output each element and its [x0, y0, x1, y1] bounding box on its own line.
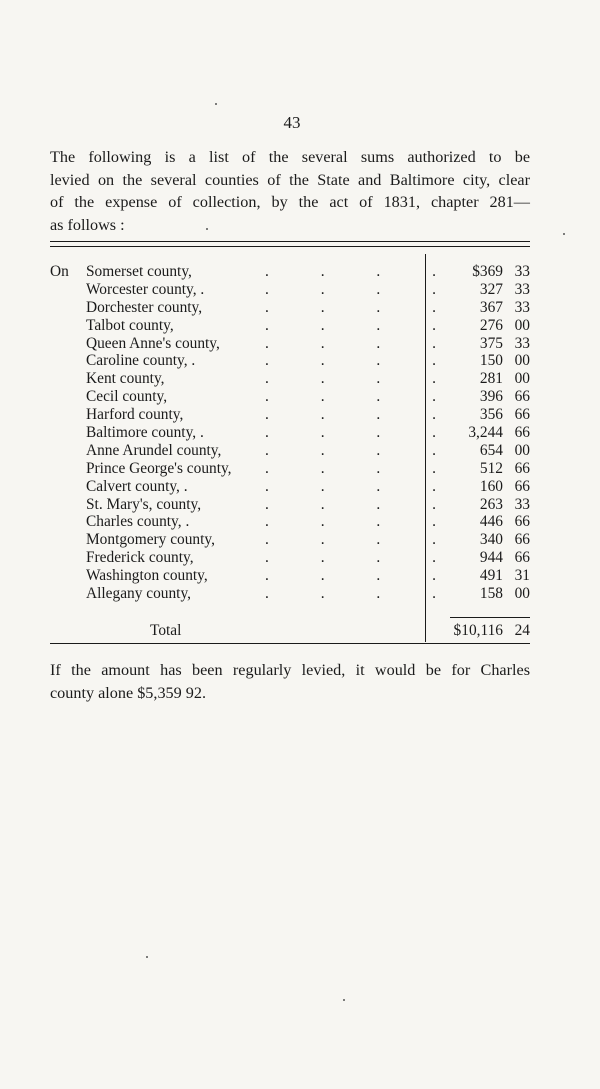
sum-dollars: 276: [479, 316, 503, 334]
table-row: [50, 299, 530, 317]
table-row: [50, 585, 530, 603]
sum-cents: 00: [514, 316, 530, 334]
leader-dots: . . . .: [265, 370, 460, 388]
intro-line: as follows :: [50, 215, 125, 234]
page-number: 43: [283, 113, 301, 132]
sum-cents: 00: [514, 370, 530, 388]
intro-paragraph: [50, 146, 530, 236]
table-row: [50, 263, 530, 281]
leader-dots: . . . .: [265, 263, 460, 280]
sum-dollars: 396: [479, 388, 503, 406]
table-row: [50, 513, 530, 531]
leader-dots: . . . .: [265, 441, 460, 459]
paper-speck: [563, 233, 565, 235]
county-name: Baltimore county, .: [86, 424, 204, 442]
note-line: If the amount has been regularly levied, it would be for Charles: [50, 661, 530, 679]
sum-dollars: 491: [479, 567, 503, 585]
table-row: [50, 549, 530, 567]
sum-cents: 66: [514, 406, 530, 424]
paper-speck: [146, 956, 148, 958]
sum-cents: 66: [514, 513, 530, 531]
table-row: [50, 442, 530, 460]
sum-cents: 66: [514, 424, 530, 442]
total-dollars: $10,116: [453, 622, 503, 639]
intro-line: of the expense of collection, by the act of 1831, chapter 281—: [50, 193, 530, 211]
table-bottom-rule: [50, 643, 530, 644]
table-row: [50, 478, 530, 496]
table-row: [50, 388, 530, 406]
leader-dots: . . . .: [265, 585, 460, 603]
county-name: Kent county,: [86, 370, 165, 388]
table-row: [50, 335, 530, 353]
total-label: Total: [150, 622, 182, 639]
county-name: Worcester county, .: [86, 280, 205, 298]
sum-dollars: 263: [479, 495, 503, 513]
sum-dollars: $369: [472, 263, 503, 280]
county-sums-table: [50, 263, 530, 603]
sum-dollars: 160: [479, 477, 503, 495]
sum-cents: 33: [514, 298, 530, 316]
table-row: [50, 567, 530, 585]
table-row: [50, 406, 530, 424]
table-row: [50, 424, 530, 442]
sum-cents: 00: [514, 441, 530, 459]
sum-dollars: 3,244: [468, 424, 503, 442]
sum-cents: 33: [514, 280, 530, 298]
sum-dollars: 367: [479, 298, 503, 316]
county-name: Cecil county,: [86, 388, 168, 406]
leader-dots: . . . .: [265, 280, 460, 298]
total-row: [50, 621, 530, 641]
sum-dollars: 446: [479, 513, 503, 531]
sum-rule: [450, 617, 530, 618]
sum-cents: 33: [514, 263, 530, 280]
county-name: Allegany county,: [86, 585, 191, 603]
sum-cents: 66: [514, 459, 530, 477]
county-name: Talbot county,: [86, 316, 174, 334]
intro-line: levied on the several counties of the State and Baltimore city, clear: [50, 170, 530, 189]
paper-speck: [215, 103, 217, 105]
sum-cents: 33: [514, 334, 530, 352]
table-row: [50, 370, 530, 388]
county-name: Dorchester county,: [86, 298, 203, 316]
leader-dots: . . . .: [265, 334, 460, 352]
intro-line: The following is a list of the several sums authorized to be: [50, 148, 530, 166]
table-row: [50, 281, 530, 299]
leader-dots: . . . .: [265, 567, 460, 585]
leader-dots: . . . .: [265, 298, 460, 316]
table-row: [50, 352, 530, 370]
leader-dots: . . . .: [265, 459, 460, 477]
leader-dots: . . . .: [265, 424, 460, 442]
sum-dollars: 158: [479, 585, 503, 603]
county-name: Charles county, .: [86, 513, 190, 531]
county-name: St. Mary's, county,: [86, 495, 202, 513]
sum-dollars: 150: [479, 352, 503, 370]
county-name: Harford county,: [86, 406, 184, 424]
note-line: county alone $5,359 92.: [50, 683, 207, 702]
sum-dollars: 375: [479, 334, 503, 352]
sum-dollars: 281: [479, 370, 503, 388]
note-paragraph: [50, 659, 530, 704]
table-row: [50, 531, 530, 549]
sum-dollars: 512: [479, 459, 503, 477]
county-name: Somerset county,: [86, 263, 192, 280]
leader-dots: . . . .: [265, 513, 460, 531]
table-row: [50, 496, 530, 514]
leader-dots: . . . .: [265, 388, 460, 406]
county-name: Calvert county, .: [86, 477, 188, 495]
county-name: Montgomery county,: [86, 531, 215, 549]
sum-cents: 66: [514, 531, 530, 549]
county-name: Prince George's county,: [86, 459, 232, 477]
table-top-rule-inner: [50, 246, 530, 247]
sum-cents: 31: [514, 567, 530, 585]
sum-cents: 00: [514, 585, 530, 603]
leader-dots: . . . .: [265, 406, 460, 424]
leader-dots: . . . .: [265, 316, 460, 334]
county-name: Caroline county, .: [86, 352, 196, 370]
paper-speck: [206, 228, 208, 230]
table-row: [50, 317, 530, 335]
leader-dots: . . . .: [265, 495, 460, 513]
sum-cents: 66: [514, 477, 530, 495]
leader-dots: . . . .: [265, 352, 460, 370]
table-row: [50, 460, 530, 478]
leader-dots: . . . .: [265, 531, 460, 549]
county-name: Anne Arundel county,: [86, 441, 222, 459]
county-name: Frederick county,: [86, 549, 194, 567]
table-top-rule: [50, 241, 530, 242]
sum-dollars: 654: [479, 441, 503, 459]
sum-cents: 00: [514, 352, 530, 370]
sum-cents: 66: [514, 549, 530, 567]
total-cents: 24: [514, 622, 530, 639]
leader-dots: . . . .: [265, 549, 460, 567]
sum-dollars: 327: [479, 280, 503, 298]
county-name: Queen Anne's county,: [86, 334, 220, 352]
paper-speck: [343, 999, 345, 1001]
row-prefix: On: [50, 263, 69, 280]
leader-dots: . . . .: [265, 477, 460, 495]
county-name: Washington county,: [86, 567, 208, 585]
sum-dollars: 356: [479, 406, 503, 424]
sum-dollars: 340: [479, 531, 503, 549]
sum-cents: 66: [514, 388, 530, 406]
sum-dollars: 944: [479, 549, 503, 567]
sum-cents: 33: [514, 495, 530, 513]
